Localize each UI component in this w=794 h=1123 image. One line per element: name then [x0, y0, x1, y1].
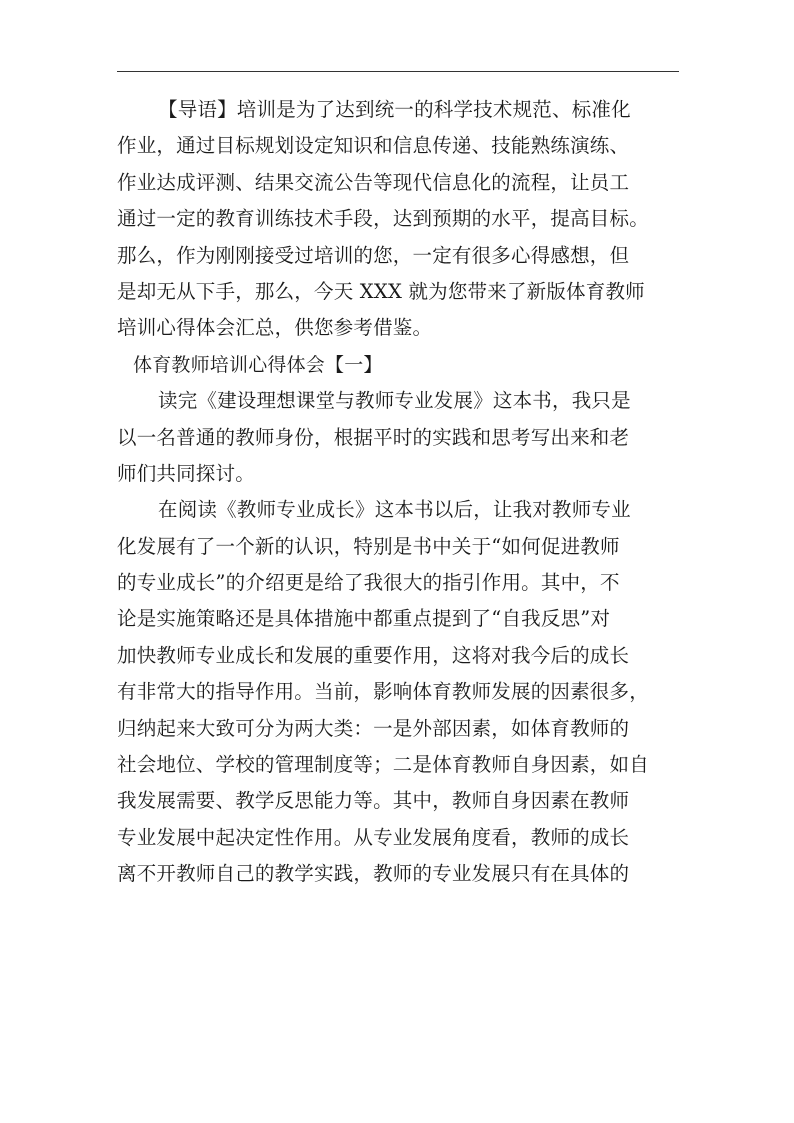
paragraph-line: 读完《建设理想课堂与教师专业发展》这本书，我只是: [158, 389, 631, 413]
paragraph-line: 离不开教师自己的教学实践，教师的专业发展只有在具体的: [117, 862, 630, 886]
header-rule: [117, 71, 679, 72]
paragraph-line: 社会地位、学校的管理制度等；二是体育教师自身因素，如自: [117, 753, 649, 777]
paragraph-line: 有非常大的指导作用。当前，影响体育教师发展的因素很多，: [117, 680, 649, 704]
document-body: [117, 92, 679, 893]
intro-line: 作业达成评测、结果交流公告等现代信息化的流程，让员工: [117, 170, 630, 194]
paragraph-line: 专业发展中起决定性作用。从专业发展角度看，教师的成长: [117, 825, 630, 849]
intro-line: 那么，作为刚刚接受过培训的您，一定有很多心得感想，但: [117, 243, 630, 267]
paragraph-line: 归纳起来大致可分为两大类：一是外部因素，如体育教师的: [117, 716, 630, 740]
intro-line: 作业，通过目标规划设定知识和信息传递、技能熟练演练、: [117, 134, 630, 158]
section-heading: 体育教师培训心得体会【一】: [133, 353, 383, 376]
intro-line: 通过一定的教育训练技术手段，达到预期的水平，提高目标。: [117, 207, 649, 231]
paragraph-line: 我发展需要、教学反思能力等。其中，教师自身因素在教师: [117, 789, 630, 813]
intro-line: 培训心得体会汇总，供您参考借鉴。: [117, 316, 433, 340]
intro-line: 是却无从下手，那么，今天 XXX 就为您带来了新版体育教师: [117, 279, 645, 303]
paragraph-line: 师们共同探讨。: [117, 461, 255, 485]
intro-line: 【导语】培训是为了达到统一的科学技术规范、标准化: [158, 98, 631, 121]
paragraph-line: 的专业成长”的介绍更是给了我很大的指引作用。其中，不: [117, 571, 620, 595]
paragraph-line: 以一名普通的教师身份，根据平时的实践和思考写出来和老: [117, 425, 630, 449]
paragraph-line: 在阅读《教师专业成长》这本书以后，让我对教师专业: [158, 498, 631, 522]
paragraph-line: 化发展有了一个新的认识，特别是书中关于“如何促进教师: [117, 534, 620, 558]
paragraph-line: 论是实施策略还是具体措施中都重点提到了“自我反思”对: [117, 607, 611, 631]
paragraph-line: 加快教师专业成长和发展的重要作用，这将对我今后的成长: [117, 643, 630, 667]
